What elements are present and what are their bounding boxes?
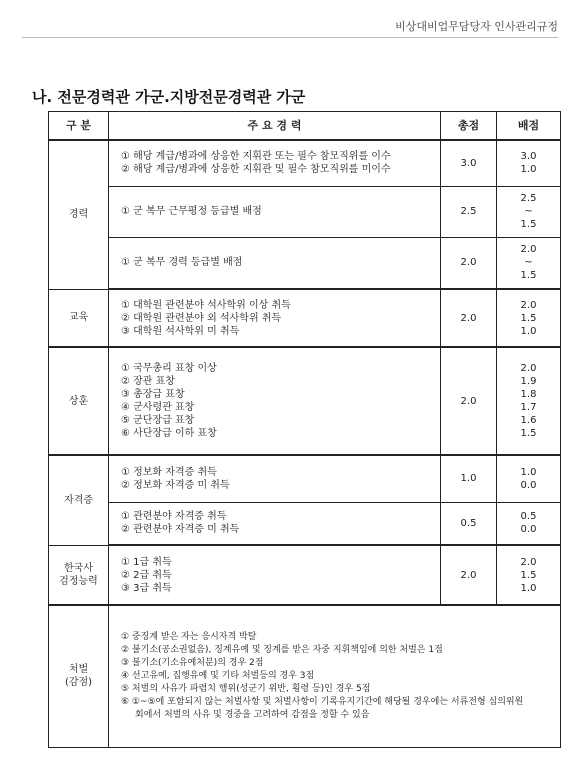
awards-scores: 2.0 1.9 1.8 1.7 1.6 1.5 (497, 347, 561, 455)
license-scores-1: 1.0 0.0 (497, 455, 561, 502)
table-header-row (49, 112, 561, 141)
category-awards: 상훈 (49, 347, 109, 455)
career-total-2: 2.5 (441, 186, 497, 237)
document-header-title: 비상대비업무담당자 인사관리규정 (395, 20, 558, 33)
career-items-1: ① 해당 계급/병과에 상응한 지휘관 또는 필수 참모직위를 이수 ② 해당 계급/병과에 상응한 지휘관 및 필수 참모직위를 미이수 (109, 140, 441, 186)
license-scores-2: 0.5 0.0 (497, 502, 561, 545)
category-penalty: 처벌 (감점) (49, 605, 109, 747)
table-row (49, 545, 561, 605)
career-scores-1: 3.0 1.0 (497, 140, 561, 186)
history-total: 2.0 (441, 545, 497, 605)
header-items: 주 요 경 력 (109, 112, 441, 141)
table-row (49, 237, 561, 289)
education-total: 2.0 (441, 289, 497, 347)
table-row (49, 605, 561, 747)
career-total-1: 3.0 (441, 140, 497, 186)
table-row (49, 347, 561, 455)
category-education: 교육 (49, 289, 109, 347)
awards-total: 2.0 (441, 347, 497, 455)
penalty-items: ① 중징계 받은 자는 응시자격 박탈 ② 불기소(공소권없음), 징계유예 및 징계를 받은 자중 지휘책임에 의한 처벌은 1점 ③ 불기소(기소유예처분)의 경우 2점 ④ 선고유예, 집행유예 및 기타 처벌등의 경우 3점 ⑤ 처벌의 사유가 파렴치 행위(성군기 위반, 횡령 등)인 경우 5점 ⑥ ①~⑤에 포함되지 않는 처벌사항 및 처벌사항이 기록유지기간에 해당될 경우에는 서류전형 심의위원 회에서 처벌의 사유 및 경중을 고려하여 감점을 정할 수 있음 (109, 605, 561, 747)
awards-items: ① 국무총리 표창 이상 ② 장관 표창 ③ 총장급 표창 ④ 군사령관 표창 ⑤ 군단장급 표창 ⑥ 사단장급 이하 표창 (109, 347, 441, 455)
education-scores: 2.0 1.5 1.0 (497, 289, 561, 347)
header-category: 구 분 (49, 112, 109, 141)
header-total: 총점 (441, 112, 497, 141)
header-divider (22, 37, 558, 38)
career-scores-3: 2.0 ~ 1.5 (497, 237, 561, 289)
table-row (49, 140, 561, 186)
table-row (49, 502, 561, 545)
license-items-1: ① 정보화 자격증 취득 ② 정보화 자격증 미 취득 (109, 455, 441, 502)
career-items-2: ① 군 복무 근무평정 등급별 배점 (109, 186, 441, 237)
license-total-2: 0.5 (441, 502, 497, 545)
career-items-3: ① 군 복무 경력 등급별 배점 (109, 237, 441, 289)
history-items: ① 1급 취득 ② 2급 취득 ③ 3급 취득 (109, 545, 441, 605)
category-career: 경력 (49, 140, 109, 289)
header-score: 배점 (497, 112, 561, 141)
table-row (49, 455, 561, 502)
career-score-table (48, 111, 561, 748)
table-row (49, 186, 561, 237)
career-total-3: 2.0 (441, 237, 497, 289)
category-license: 자격증 (49, 455, 109, 545)
category-korean-history: 한국사 검정능력 (49, 545, 109, 605)
table-row (49, 289, 561, 347)
education-items: ① 대학원 관련분야 석사학위 이상 취득 ② 대학원 관련분야 외 석사학위 취득 ③ 대학원 석사학위 미 취득 (109, 289, 441, 347)
license-total-1: 1.0 (441, 455, 497, 502)
career-scores-2: 2.5 ~ 1.5 (497, 186, 561, 237)
license-items-2: ① 관련분야 자격증 취득 ② 관련분야 자격증 미 취득 (109, 502, 441, 545)
section-title: 나. 전문경력관 가군.지방전문경력관 가군 (32, 88, 306, 106)
history-scores: 2.0 1.5 1.0 (497, 545, 561, 605)
